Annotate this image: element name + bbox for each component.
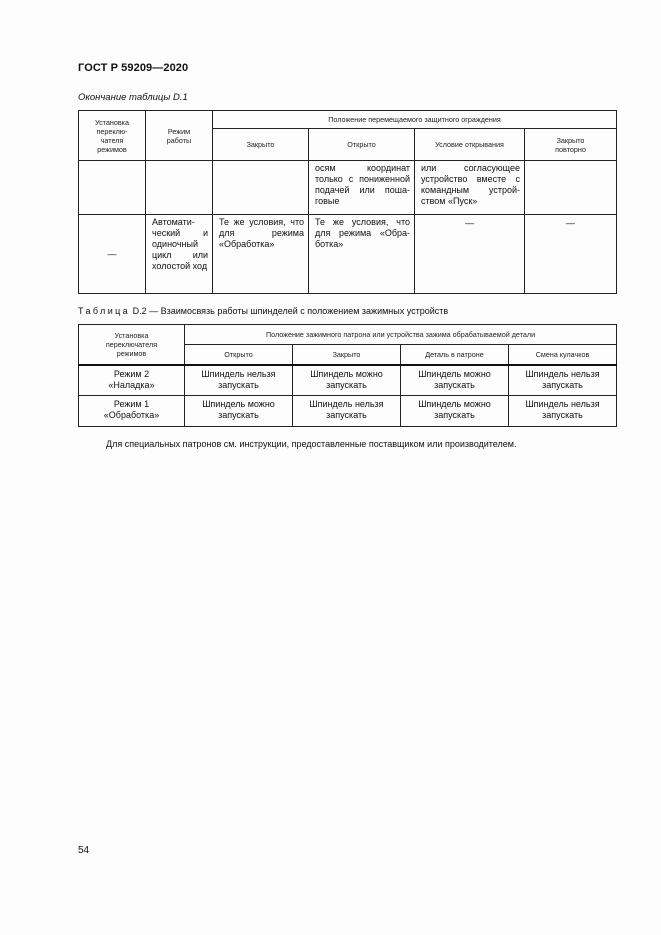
table-row (79, 396, 617, 427)
header-jaw-change: Смена кулачков (509, 345, 617, 365)
switch-mode-name: «Обработка» (103, 410, 160, 420)
table-d2 (78, 324, 617, 427)
cell-switch: — (79, 215, 146, 294)
cell-open: Те же условия, что для режима «Обра-ботка» (309, 215, 415, 294)
cell-open: Шпиндель можно запускать (185, 396, 293, 427)
header-chuck-position: Положение зажимного патрона или устройства зажима обрабатываемой детали (185, 325, 617, 345)
header-guard-position: Положение перемещаемого защитного ограждения (213, 111, 617, 129)
table-row (79, 215, 617, 294)
header-closed-again: Закрыто повторно (525, 129, 617, 161)
cell-switch (79, 161, 146, 215)
cell-closed-again (525, 161, 617, 215)
cell-closed: Те же условия, что для режима «Обработка» (213, 215, 309, 294)
header-closed: Закрыто (213, 129, 309, 161)
header-part-in-chuck: Деталь в патроне (401, 345, 509, 365)
document-code: ГОСТ Р 59209—2020 (78, 62, 189, 74)
table-row (79, 161, 617, 215)
cell-closed: Шпиндель нельзя запускать (293, 396, 401, 427)
cell-mode: Автомати-ческий и одиночный цикл или холостой ход (146, 215, 213, 294)
cell-open: Шпиндель нельзя запускать (185, 365, 293, 396)
cell-switch (79, 396, 185, 427)
cell-closed (213, 161, 309, 215)
cell-closed-again: — (525, 215, 617, 294)
page-number: 54 (78, 845, 90, 856)
cell-part-in-chuck: Шпиндель можно запускать (401, 365, 509, 396)
cell-opening-condition: — (415, 215, 525, 294)
cell-closed: Шпиндель можно запускать (293, 365, 401, 396)
table-number: D.2 (132, 306, 147, 316)
cell-jaw-change: Шпиндель нельзя запускать (509, 396, 617, 427)
cell-mode (146, 161, 213, 215)
table-label: Таблица (78, 306, 131, 316)
header-open: Открыто (185, 345, 293, 365)
table-title-text: — Взаимосвязь работы шпинделей с положением зажимных устройств (149, 306, 449, 316)
switch-mode: Режим 2 (113, 368, 150, 379)
header-switch-setting: Установка переклю-чателя режимов (79, 111, 146, 161)
table-d2-title (78, 306, 448, 316)
footnote: Для специальных патронов см. инструкции, предоставленные поставщиком или производителем. (106, 439, 517, 449)
header-opening-condition: Условие открывания (415, 129, 525, 161)
table-continuation-caption: Окончание таблицы D.1 (78, 92, 188, 103)
table-d1-continuation (78, 110, 617, 294)
cell-switch (79, 365, 185, 396)
header-mode: Режим работы (146, 111, 213, 161)
cell-opening-condition: или согласующее устройство вместе с командным устрой-ством «Пуск» (415, 161, 525, 215)
cell-jaw-change: Шпиндель нельзя запускать (509, 365, 617, 396)
table-row (79, 365, 617, 396)
switch-mode-name: «Наладка» (108, 379, 155, 390)
cell-part-in-chuck: Шпиндель можно запускать (401, 396, 509, 427)
header-switch-setting: Установка переключателя режимов (79, 325, 185, 365)
header-closed: Закрыто (293, 345, 401, 365)
cell-open: осям координат только с пониженной подачей или поша-говые (309, 161, 415, 215)
switch-mode: Режим 1 (113, 399, 150, 409)
header-open: Открыто (309, 129, 415, 161)
